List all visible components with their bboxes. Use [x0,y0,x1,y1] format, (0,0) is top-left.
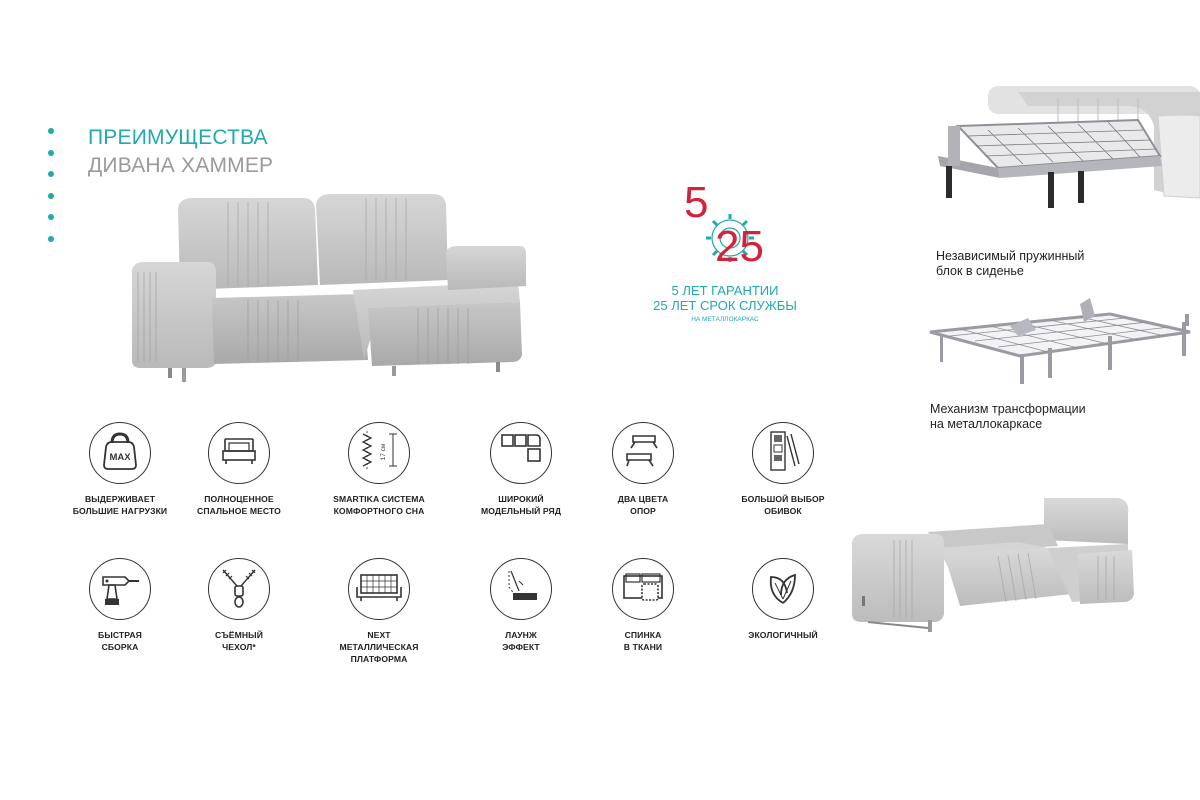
feature-icon-circle [208,558,270,620]
feature-icon-circle [490,422,552,484]
feature-label [319,629,439,665]
feature-icon-circle [752,422,814,484]
feature-label-line-2: БОЛЬШИЕ НАГРУЗКИ [72,506,168,516]
spring-height-icon [355,428,403,479]
feature-label [60,493,180,517]
mechanism-caption [930,402,1086,432]
feature-label-line-2: ОБИВОК [764,506,802,516]
feature-label-line-1: БЫСТРАЯ [98,630,142,640]
title-line-1: ПРЕИМУЩЕСТВА [88,126,268,149]
decor-dot [48,128,54,134]
decor-dot [48,193,54,199]
feature-label-line-1: СПИНКА [624,630,662,640]
feature-label [461,493,581,517]
feature-label-line-1: ШИРОКИЙ [498,494,544,504]
decor-dot [48,214,54,220]
feature-label [179,493,299,517]
feature-label-line-1: ЭКОЛОГИЧНЫЙ [748,630,818,640]
title-line-2: ДИВАНА ХАММЕР [88,154,274,177]
feature-label-line-2: В ТКАНИ [623,642,663,652]
feature-icon-circle [612,558,674,620]
service-years-number: 25 [715,222,764,271]
feature-label [583,493,703,517]
feature-label-line-1: БОЛЬШОЙ ВЫБОР [741,494,825,504]
warranty-text [620,283,830,313]
feature-label [179,629,299,653]
warranty-line-2: 25 ЛЕТ СРОК СЛУЖБЫ [653,298,797,313]
feature-label-line-1: ДВА ЦВЕТА [617,494,669,504]
feature-icon-circle [89,558,151,620]
spring-block-caption-line-1: Независимый пружинный [936,249,1085,263]
warranty-line-1: 5 ЛЕТ ГАРАНТИИ [671,283,779,298]
fabric-swatch-icon [761,428,805,479]
feature-label-line-2: СБОРКА [101,642,139,652]
zipper-icon [217,564,261,615]
feature-icon-circle [490,558,552,620]
sofa-main-image [128,190,528,385]
warranty-years-number: 5 [684,178,709,227]
feature-item [60,558,180,653]
feature-icon-text: 17 см [380,443,387,460]
feature-label-line-1: СЪЁМНЫЙ [215,630,263,640]
model-range-icon [498,429,544,478]
feature-icon-text: MAX [109,451,131,463]
feature-label [723,493,843,517]
feature-item [723,422,843,517]
mechanism-caption-line-2: на металлокаркасе [930,417,1043,431]
feature-label-line-2: ЭФФЕКТ [502,642,540,652]
feature-icon-circle [89,422,151,484]
feature-item [60,422,180,517]
feature-icon-circle [752,558,814,620]
feature-label-line-3: ПЛАТФОРМА [350,654,408,664]
spring-block-caption [936,249,1084,279]
unfolded-sofa-image [848,494,1138,634]
mechanism-image [920,296,1200,388]
feature-label [461,629,581,653]
eco-leaf-icon [761,565,805,614]
feature-label [60,629,180,653]
decor-dot [48,236,54,242]
feature-icon-circle [348,558,410,620]
max-weight-icon [98,429,142,478]
decor-dot [48,171,54,177]
feature-item [461,558,581,653]
page-title [88,124,273,180]
feature-item [461,422,581,517]
fabric-back-icon [620,566,666,613]
spring-block-caption-line-2: блок в сиденье [936,264,1024,278]
legs-icon [621,430,665,477]
feature-label [723,629,843,641]
feature-item [319,558,439,665]
metal-platform-icon [355,567,403,612]
feature-label-line-1: ЛАУНЖ [505,630,537,640]
decor-dot [48,150,54,156]
bed-icon [217,431,261,476]
decor-dots [48,128,56,257]
feature-icon-circle [612,422,674,484]
feature-item [583,558,703,653]
feature-label-line-2: СПАЛЬНОЕ МЕСТО [197,506,281,516]
feature-label-line-2: ЧЕХОЛ* [222,642,256,652]
drill-icon [97,565,143,614]
feature-label-line-1: SMARTIKA СИСТЕМА [333,494,425,504]
feature-label-line-2: МОДЕЛЬНЫЙ РЯД [480,506,562,516]
spring-block-image [928,86,1200,226]
feature-label-line-1: ВЫДЕРЖИВАЕТ [84,494,156,504]
feature-label-line-1: NEXT [367,630,391,640]
feature-label-line-2: КОМФОРТНОГО СНА [333,506,425,516]
warranty-note: НА МЕТАЛЛОКАРКАС [691,316,759,323]
feature-icon-circle [348,422,410,484]
feature-label-line-2: ОПОР [630,506,656,516]
feature-item [179,422,299,517]
feature-item [179,558,299,653]
feature-label-line-1: ПОЛНОЦЕННОЕ [204,494,274,504]
lounge-icon [499,565,543,614]
feature-item [319,422,439,517]
feature-item [583,422,703,517]
mechanism-caption-line-1: Механизм трансформации [930,402,1086,416]
feature-item [723,558,843,641]
feature-label-line-2: МЕТАЛЛИЧЕСКАЯ [339,642,419,652]
feature-icon-circle [208,422,270,484]
feature-label [583,629,703,653]
feature-label [319,493,439,517]
